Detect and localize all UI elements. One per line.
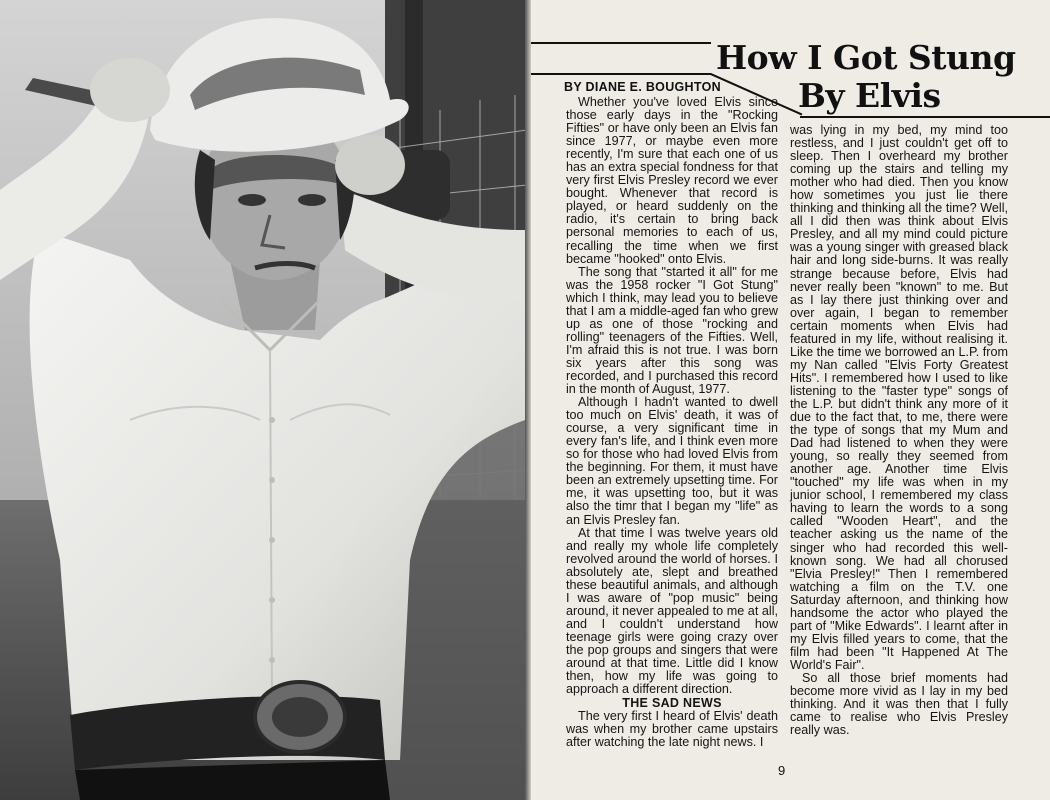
article-column-1 (566, 96, 778, 749)
paragraph: Whether you've loved Elvis since those early days in the "Rocking Fifties" or have only been an Elvis fan since 1977, or maybe even more recently, I'm sure that each one of us has an extra special fondness for that very first Elvis Presley record we ever bought. Whenever that record is played, or heard suddenly on the radio, it's certain to bring back personal memories to each of us, recalling the time when we first became "hooked" onto Elvis. (566, 95, 778, 266)
title-rule-right (800, 116, 1050, 118)
paragraph: At that time I was twelve years old and really my whole life completely revolved around the world of horses. I absolutely ate, slept and breathed these beautiful animals, and although I was aware of "pop music" being around, it never appealed to me at all, and I couldn't understand how teenage girls were going crazy over the pop groups and singers that were around at that time. Little did I know then, how my life was going to approach a different direction. (566, 525, 778, 697)
subheading: THE SAD NEWS (622, 696, 722, 711)
title-rule-top (531, 42, 711, 44)
paragraph: Although I hadn't wanted to dwell too much on Elvis' death, it was of course, a very significant time in every fan's life, and I think even more so for those who had loved Elvis from the beginning. For them, it must have been an extremely upsetting time. For me, it was upsetting too, but it was also the timr that I began my "life" as an Elvis Presley fan. (566, 395, 778, 527)
article-title-line1: How I Got Stung (716, 38, 1016, 77)
title-rule-bottom (531, 73, 711, 75)
article-byline: BY DIANE E. BOUGHTON (564, 80, 721, 94)
article-title-line2: By Elvis (798, 76, 941, 115)
paragraph: was lying in my bed, my mind too restless, and I just couldn't get off to sleep. Then I overheard my brother coming up the stairs and telling my mother who had died. Then you know how sometimes you just lie there thinking and thinking all the time? Well, all I did then was think about Elvis Presley, and all my mind could picture was a young singer with greased black hair and long side-burns. It was really strange because before, Elvis had never really been "known" to me. But as I lay there just thinking over and over again, I began to remember certain moments when Elvis had featured in my life, without realising it. Like the time we borrowed an L.P. from my Nan called "Elvis Forty Greatest Hits". I remembered how I used to like listening to the "faster type" songs of the L.P. but didn't think any more of it due to the fact that, to me, there were the type of songs that my Mum and Dad had listened to when they were young, so really they seemed from another age. Another time Elvis "touched" my life was when in my junior school, I remembered my class having to learn the words to a song called "Wooden Heart", and the teacher asking us the name of the singer who had recorded this well-known song. We had all chorused "Elvia Presley!" Then I remembered watching a film on the T.V. one Saturday afternoon, and thinking how handsome the actor who played the part of "Mike Edwards". I learnt after in my Elvis filled years to come, that the film had been "It Happened At The World's Fair". (790, 123, 1008, 672)
paragraph: The song that "started it all" for me was the 1958 rocker "I Got Stung" which I think, may lead you to believe that I am a middle-aged fan who grew up as one of those "rocking and rolling" teenagers of the Fifties. Well, I'm afraid this is not true. I was born six years after this song was recorded, and I purchased this record in the month of August, 1977. (566, 264, 778, 397)
paragraph: So all those brief moments had become more vivid as I lay in my bed thinking. And it was then that I fully came to realise who Elvis Presley really was. (790, 670, 1008, 738)
paragraph: The very first I heard of Elvis' death was when my brother came upstairs after watching the late night news. I (566, 709, 778, 750)
article-column-2 (790, 124, 1008, 737)
page-number: 9 (778, 763, 786, 778)
